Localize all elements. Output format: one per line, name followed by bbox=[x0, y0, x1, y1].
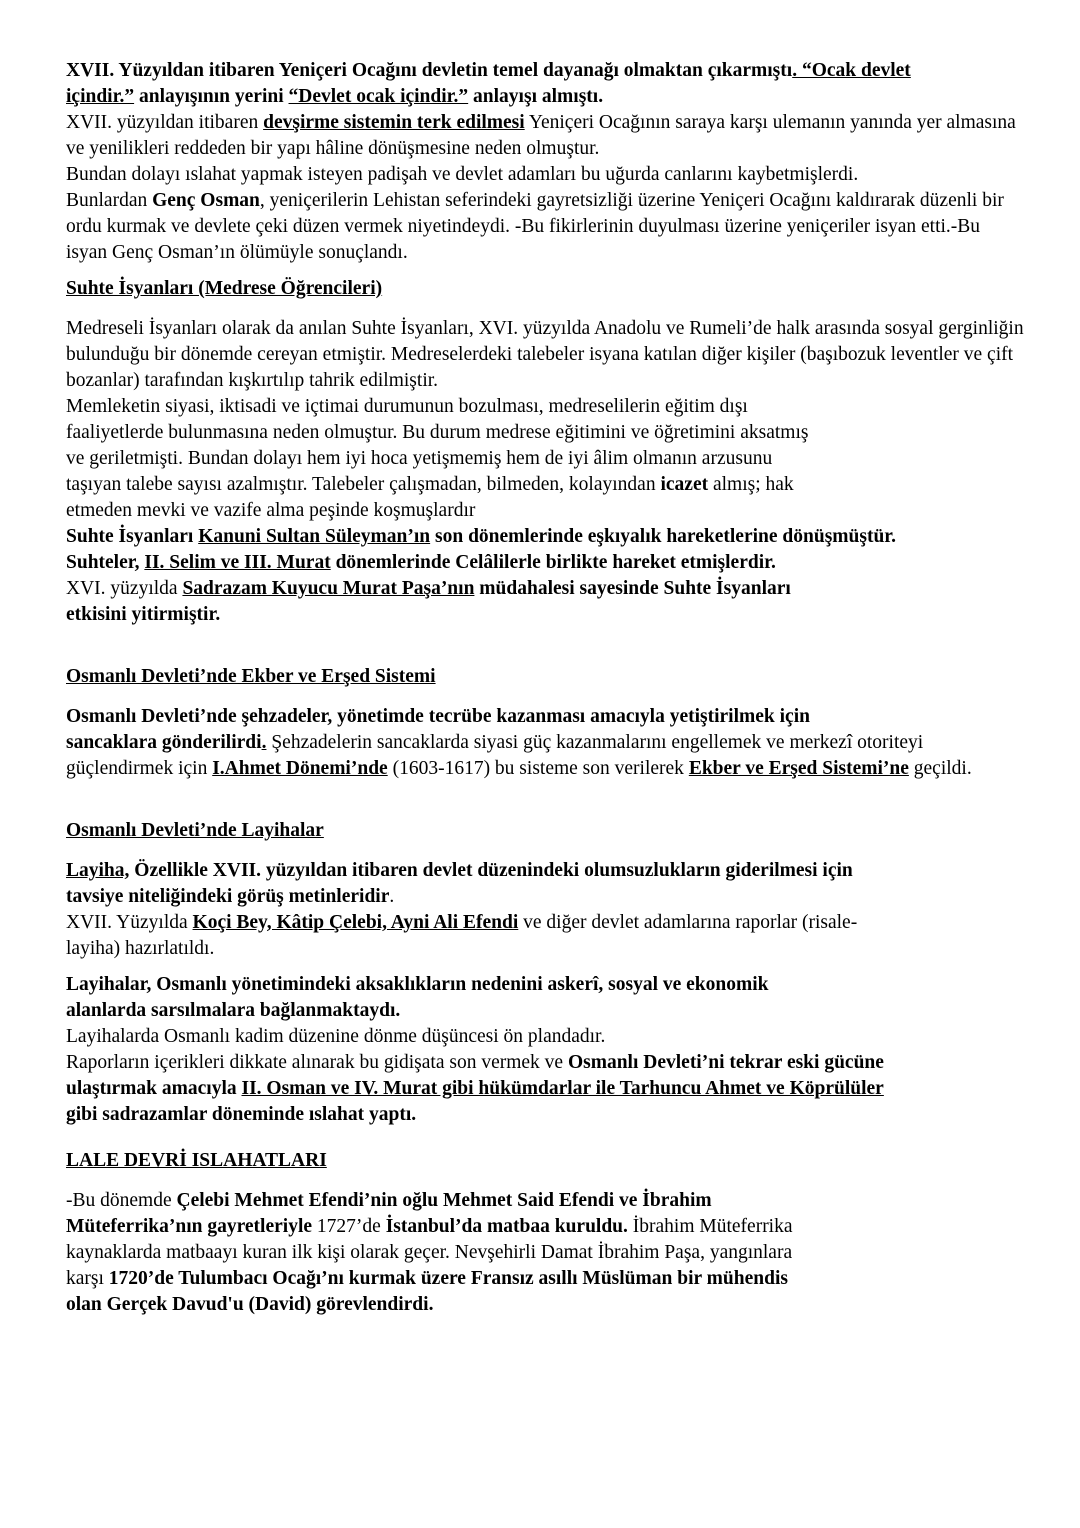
text-normal: (1603-1617) bu sisteme son verilerek bbox=[392, 758, 684, 779]
paragraph-ekber-ersed bbox=[66, 704, 1026, 782]
text-bold-underline: Kanuni Sultan Süleyman’ın bbox=[198, 526, 431, 547]
paragraph-suhte-1: Medreseli İsyanları olarak da anılan Suhte İsyanları, XVI. yüzyılda Anadolu ve Rumeli’de halk arasında sosyal gerginliğin bulunduğu bir dönemde cereyan etmiştir. Medreselerdeki talebeler isyana katılan diğer kişiler (başıbozuk leventler ve çift bozanlar) tarafından kışkırtılıp tahrik edilmiştir. bbox=[66, 318, 1024, 391]
paragraph-lale-devri bbox=[66, 1188, 1026, 1318]
text-bold-underline: II. Selim ve III. Murat bbox=[144, 552, 331, 573]
heading-layihalar: Osmanlı Devleti’nde Layihalar bbox=[66, 820, 324, 841]
paragraph-layiha-2 bbox=[66, 910, 1026, 962]
text-normal: etmeden mevki ve vazife alma peşinde koşmuşlardır bbox=[66, 500, 476, 521]
paragraph-yeniceri-1 bbox=[66, 58, 1026, 110]
paragraph-yeniceri-3: Bundan dolayı ıslahat yapmak isteyen padişah ve devlet adamları bu uğurda canlarını kaybetmişlerdi. bbox=[66, 164, 859, 185]
text-bold-underline: I.Ahmet Dönemi’nde bbox=[212, 758, 388, 779]
text-normal: karşı bbox=[66, 1268, 104, 1289]
text-normal: XVII. Yüzyılda bbox=[66, 912, 188, 933]
text-normal: 1727’de bbox=[316, 1216, 381, 1237]
paragraph-layiha-4: Layihalarda Osmanlı kadim düzenine dönme düşüncesi ön plandadır. bbox=[66, 1026, 606, 1047]
text-normal: faaliyetlerde bulunmasına neden olmuştur. Bu durum medrese eğitimini ve öğretimini aksatmış bbox=[66, 422, 809, 443]
paragraph-suhte-4 bbox=[66, 550, 1026, 576]
text-bold: Müteferrika’nın gayretleriyle bbox=[66, 1216, 313, 1237]
text-bold-underline: II. Osman ve IV. Murat gibi hükümdarlar ile Tarhuncu Ahmet ve Köprülüler bbox=[241, 1078, 884, 1099]
text-normal: . bbox=[389, 886, 395, 907]
text-bold: Suhteler, bbox=[66, 552, 140, 573]
text-bold-underline: Koçi Bey, Kâtip Çelebi, Ayni Ali Efendi bbox=[192, 912, 519, 933]
text-normal: almış; hak bbox=[712, 474, 794, 495]
text-bold: olan Gerçek Davud'u (David) görevlendirdi. bbox=[66, 1294, 434, 1315]
text-normal: XVI. yüzyılda bbox=[66, 578, 178, 599]
text-bold: Çelebi Mehmet Efendi’nin oğlu Mehmet Said Efendi ve İbrahim bbox=[176, 1190, 712, 1211]
text-normal: Bunlardan bbox=[66, 190, 148, 211]
text-normal: Yeniçeri Ocağının saraya karşı ulemanın yanında yer almasına ve yenilikleri reddeden bir yapı hâline dönüşmesine neden olmuştur. bbox=[66, 112, 1016, 159]
text-normal: Memleketin siyasi, iktisadi ve içtimai durumunun bozulması, medreselilerin eğitim dışı bbox=[66, 396, 748, 417]
text-bold: alanlarda sarsılmalara bağlanmaktaydı. bbox=[66, 1000, 401, 1021]
text-bold: etkisini yitirmiştir. bbox=[66, 604, 221, 625]
heading-suhte: Suhte İsyanları (Medrese Öğrencileri) bbox=[66, 278, 383, 299]
text-bold: Özellikle XVII. yüzyıldan itibaren devlet düzenindeki olumsuzlukların giderilmesi için bbox=[134, 860, 853, 881]
text-bold: gibi sadrazamlar döneminde ıslahat yaptı. bbox=[66, 1104, 417, 1125]
text-bold: sancaklara gönderilirdi bbox=[66, 732, 262, 753]
text-bold-underline: . “Ocak devlet bbox=[792, 60, 911, 81]
text-bold: tavsiye niteliğindeki görüş metinleridir bbox=[66, 886, 390, 907]
text-bold: Suhte İsyanları bbox=[66, 526, 194, 547]
text-bold: icazet bbox=[660, 474, 709, 495]
document-page bbox=[66, 58, 1026, 1318]
text-normal: layiha) hazırlatıldı. bbox=[66, 938, 215, 959]
text-bold: Genç Osman bbox=[152, 190, 260, 211]
text-normal: -Bu dönemde bbox=[66, 1190, 172, 1211]
text-bold: Osmanlı Devleti’nde şehzadeler, yönetimde tecrübe kazanması amacıyla yetiştirilmek için bbox=[66, 706, 810, 727]
text-normal: İbrahim Müteferrika bbox=[632, 1216, 793, 1237]
paragraph-layiha-5 bbox=[66, 1050, 1026, 1128]
heading-ekber-ersed: Osmanlı Devleti’nde Ekber ve Erşed Sistemi bbox=[66, 666, 436, 687]
text-normal: taşıyan talebe sayısı azalmıştır. Talebeler çalışmadan, bilmeden, kolayından bbox=[66, 474, 656, 495]
text-bold: anlayışı almıştı. bbox=[473, 86, 604, 107]
text-bold-underline: devşirme sistemin terk edilmesi bbox=[263, 112, 525, 133]
text-normal: geçildi. bbox=[913, 758, 972, 779]
text-bold: Osmanlı Devleti’ni tekrar eski gücüne bbox=[567, 1052, 884, 1073]
heading-lale-devri: LALE DEVRİ ISLAHATLARI bbox=[66, 1150, 327, 1171]
paragraph-suhte-3 bbox=[66, 524, 1026, 550]
paragraph-suhte-5 bbox=[66, 576, 1026, 628]
text-normal: XVII. yüzyıldan itibaren bbox=[66, 112, 259, 133]
text-bold: XVII. Yüzyıldan itibaren Yeniçeri Ocağını devletin temel dayanağı olmaktan çıkarmıştı bbox=[66, 60, 793, 81]
text-bold: son dönemlerinde eşkıyalık hareketlerine dönüşmüştür. bbox=[435, 526, 897, 547]
text-bold: müdahalesi sayesinde Suhte İsyanları bbox=[479, 578, 791, 599]
text-normal: ve geriletmişti. Bundan dolayı hem iyi hoca yetişmemiş hem de iyi âlim olmanın arzusunu bbox=[66, 448, 773, 469]
paragraph-yeniceri-2 bbox=[66, 110, 1026, 162]
paragraph-layiha-1 bbox=[66, 858, 1026, 910]
text-normal: Raporların içerikleri dikkate alınarak bu gidişata son vermek ve bbox=[66, 1052, 564, 1073]
text-bold-underline: “Devlet ocak içindir.” bbox=[288, 86, 469, 107]
text-bold: 1720’de Tulumbacı Ocağı’nı kurmak üzere Fransız asıllı Müslüman bir mühendis bbox=[108, 1268, 788, 1289]
paragraph-yeniceri-4 bbox=[66, 188, 1026, 266]
paragraph-suhte-2 bbox=[66, 394, 1026, 524]
text-bold: ulaştırmak amacıyla bbox=[66, 1078, 237, 1099]
text-bold-underline: içindir.” bbox=[66, 86, 135, 107]
text-bold-underline: Sadrazam Kuyucu Murat Paşa’nın bbox=[182, 578, 475, 599]
text-bold-underline: Layiha, bbox=[66, 860, 130, 881]
paragraph-layiha-3 bbox=[66, 972, 1026, 1024]
text-normal: , yeniçerilerin Lehistan seferindeki gayretsizliği üzerine Yeniçeri Ocağını kaldırarak düzenli bir ordu kurmak ve devlete çeki düzen vermek niyetindeydi. -Bu fikirlerinin duyulması üzerine yeniçeriler isyan etti.-Bu isyan Genç Osman’ın ölümüyle sonuçlandı. bbox=[66, 190, 1004, 263]
text-normal: kaynaklarda matbaayı kuran ilk kişi olarak geçer. Nevşehirli Damat İbrahim Paşa, yangınlara bbox=[66, 1242, 793, 1263]
text-normal: ve diğer devlet adamlarına raporlar (risale- bbox=[523, 912, 858, 933]
text-bold: anlayışının yerini bbox=[138, 86, 284, 107]
text-bold: Layihalar, Osmanlı yönetimindeki aksaklıkların nedenini askerî, sosyal ve ekonomik bbox=[66, 974, 769, 995]
text-bold-underline: . bbox=[261, 732, 267, 753]
text-normal: Şehzadelerin sancaklarda siyasi güç kazanmalarını engellemek ve merkezî otoriteyi güçlendirmek için bbox=[66, 732, 924, 779]
text-bold-underline: Ekber ve Erşed Sistemi’ne bbox=[688, 758, 909, 779]
text-bold: dönemlerinde Celâlilerle birlikte hareket etmişlerdir. bbox=[335, 552, 776, 573]
text-bold: İstanbul’da matbaa kuruldu. bbox=[385, 1216, 628, 1237]
